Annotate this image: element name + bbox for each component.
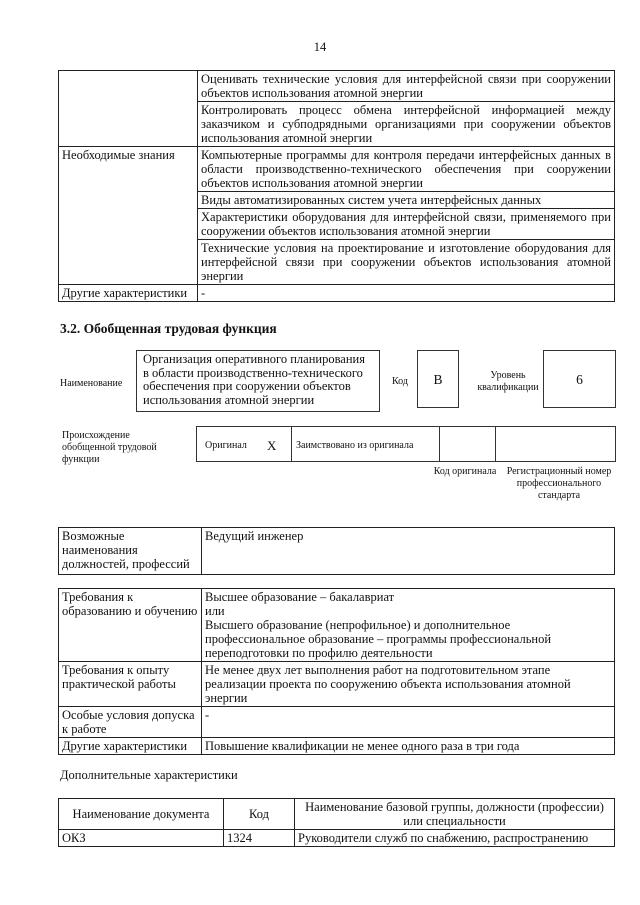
positions-label: Возможные наименования должностей, профессий: [59, 528, 202, 575]
table-row: [59, 830, 615, 847]
table-cell: Технические условия на проектирование и изготовление оборудования для интерфейсной связи при сооружении объектов использования атомной энергии: [198, 240, 615, 285]
table-cell: Виды автоматизированных систем учета интерфейсных данных: [198, 192, 615, 209]
original-cell: [196, 426, 292, 462]
table-header: Код: [224, 799, 295, 830]
requirement-label: Другие характеристики: [59, 738, 202, 755]
table-header: Наименование документа: [59, 799, 224, 830]
function-name: Организация оперативного планирования в области производственно-технического обеспечения при сооружении объектов использования атомной энергии: [136, 350, 380, 412]
borrowed-cell: [292, 426, 440, 462]
table-cell: Руководители служб по снабжению, распространению: [295, 830, 615, 847]
reg-number-label: Регистрационный номер профессионального стандарта: [506, 466, 612, 501]
requirement-value: -: [202, 707, 615, 738]
code-original-cell: [440, 426, 496, 462]
additional-table: [58, 798, 615, 847]
requirement-label: Требования к опыту практической работы: [59, 662, 202, 707]
table-row-label: Необходимые знания: [59, 147, 198, 285]
section-title: 3.2. Обобщенная трудовая функция: [60, 321, 277, 336]
table-row-label: Другие характеристики: [59, 285, 198, 302]
table-cell: Характеристики оборудования для интерфейсной связи, применяемого при сооружении объектов использования атомной энергии: [198, 209, 615, 240]
requirement-line: или: [205, 604, 225, 618]
requirement-label: Особые условия допуска к работе: [59, 707, 202, 738]
table-cell: ОКЗ: [59, 830, 224, 847]
table-cell: Оценивать технические условия для интерфейсной связи при сооружении объектов использования атомной энергии: [198, 71, 615, 102]
table-cell: Компьютерные программы для контроля передачи интерфейсных данных в области производственно-технического обеспечения при сооружении объектов использования атомной энергии: [198, 147, 615, 192]
table-cell: Контролировать процесс обмена интерфейсной информацией между заказчиком и субподрядными организациями при сооружении объектов использования атомной энергии: [198, 102, 615, 147]
table-row-label: [59, 71, 198, 147]
reg-number-cell: [496, 426, 616, 462]
requirement-value: Повышение квалификации не менее одного раза в три года: [202, 738, 615, 755]
requirement-line: Высшего образование (непрофильное) и дополнительное профессиональное образование – программы профессиональной переподготовки по профилю деятельности: [205, 618, 552, 660]
requirements-table: [58, 588, 615, 755]
origin-row: [196, 426, 616, 462]
requirement-line: Высшее образование – бакалавриат: [205, 590, 395, 604]
name-label: Наименование: [60, 378, 123, 389]
page-number: 14: [313, 40, 327, 54]
code-value: B: [417, 350, 459, 408]
code-original-label: Код оригинала: [433, 466, 497, 477]
requirement-value: Не менее двух лет выполнения работ на подготовительном этапе реализации проекта по сооружению объекта использования атомной энергии: [202, 662, 615, 707]
original-mark: X: [267, 438, 277, 453]
level-label: Уровень квалификации: [477, 370, 539, 393]
level-value: 6: [543, 350, 616, 408]
knowledge-table: [58, 70, 615, 302]
table-cell: -: [198, 285, 615, 302]
positions-value: Ведущий инженер: [202, 528, 615, 575]
requirement-label: Требования к образованию и обучению: [59, 589, 202, 662]
borrowed-label: Заимствовано из оригинала: [296, 440, 414, 451]
code-label: Код: [392, 376, 408, 387]
additional-title: Дополнительные характеристики: [60, 768, 238, 782]
positions-table: [58, 527, 615, 575]
origin-label: Происхождение обобщенной трудовой функции: [62, 430, 157, 465]
table-header: Наименование базовой группы, должности (профессии) или специальности: [295, 799, 615, 830]
original-label: Оригинал: [205, 440, 247, 451]
table-cell: 1324: [224, 830, 295, 847]
requirement-value: [202, 589, 615, 662]
